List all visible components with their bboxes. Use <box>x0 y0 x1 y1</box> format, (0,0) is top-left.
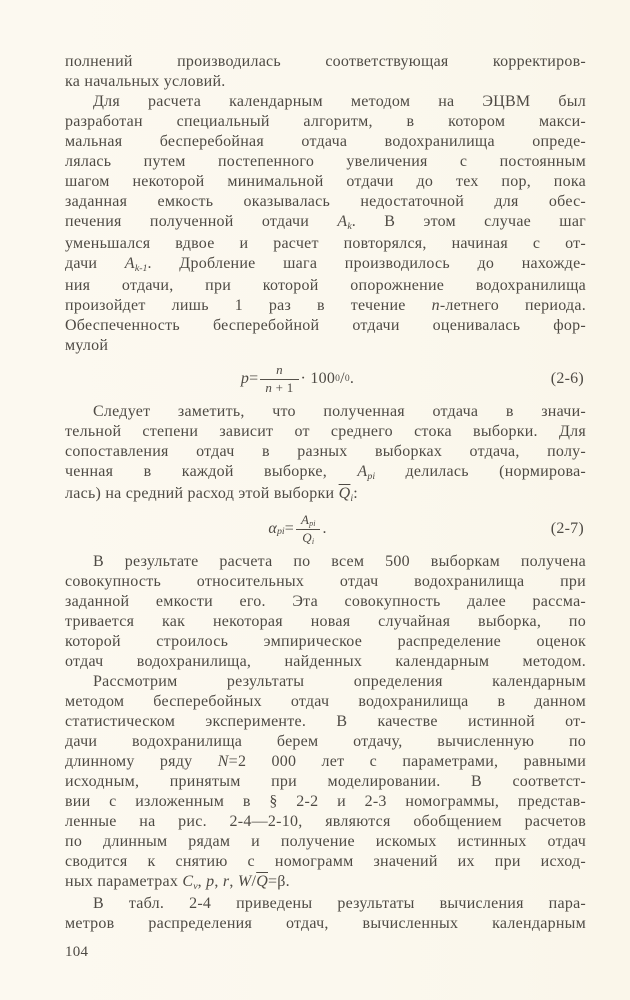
text-run: лась) на средний расход этой выборки <box>65 485 339 502</box>
text-run: отдач водохранилища, найденных календарным методом. <box>65 653 586 670</box>
formula <box>65 356 586 402</box>
text-line <box>65 422 586 442</box>
text-line <box>65 112 586 132</box>
text-run: разработан специальный алгоритм, в котором макси- <box>65 113 586 130</box>
text-line <box>65 402 586 422</box>
equation-number: (2-6) <box>550 370 584 387</box>
text-run: =2 000 лет с параметрами, равными <box>228 753 587 770</box>
text-run: шагом некоторой минимальной отдачи до тех пор, пока <box>65 173 586 190</box>
text-line <box>65 872 586 894</box>
text-run: мулой <box>65 337 109 354</box>
math-subscript: k <box>347 220 352 232</box>
text-run: : <box>353 485 358 502</box>
math-subscript: pi <box>276 525 285 537</box>
text-run: В табл. 2-4 приведены результаты вычисления пара- <box>93 895 586 912</box>
fraction <box>260 363 298 396</box>
text-line <box>65 792 586 812</box>
text-line <box>65 296 586 316</box>
math-subscript: pi <box>309 518 316 528</box>
paragraph <box>65 672 586 894</box>
text-run: . Дробление шага производилось до нахожде- <box>147 255 587 272</box>
text-line <box>65 852 586 872</box>
math-variable: p <box>240 370 250 387</box>
text-run: заданная емкость оказывалась недостаточной для обес- <box>65 193 586 210</box>
math-variable-overline: $\overline{Q}$ <box>302 529 312 545</box>
text-run: заданной емкости его. Эта совокупность далее рассма- <box>65 593 586 610</box>
text-run: длинному ряду <box>65 753 218 770</box>
text-run: метров распределения отдач, вычисленных календарным <box>65 915 586 932</box>
text-line <box>65 484 586 506</box>
equation-body <box>268 513 326 546</box>
math-variable: A <box>357 463 368 480</box>
math-variable: p <box>206 873 215 890</box>
paragraph <box>65 894 586 934</box>
text-line <box>65 812 586 832</box>
paragraph <box>65 52 586 92</box>
text-line <box>65 276 586 296</box>
text-run: сводится к снятию с номограмм значений их при исход- <box>65 853 586 870</box>
text-line <box>65 552 586 572</box>
text-run: ленные на рис. 2-4—2-10, являются обобщением расчетов <box>65 813 586 830</box>
text-run: сопоставления отдач в разных выборках отдача, полу- <box>65 443 586 460</box>
math-subscript: i <box>311 536 315 546</box>
text-run: . В этом случае шаг <box>351 213 586 230</box>
text-run: Обеспеченность бесперебойной отдачи оценивалась фор- <box>65 317 586 334</box>
paragraph <box>65 402 586 506</box>
text-run: ных параметрах <box>65 873 183 890</box>
math-variable: n <box>431 297 440 314</box>
fraction <box>296 513 320 546</box>
equation-body <box>241 363 354 396</box>
text-run: Следует заметить, что полученная отдача в значи- <box>93 403 586 420</box>
text-run: / <box>251 873 257 890</box>
math-subscript: pi <box>367 470 376 482</box>
text-run: статистическом эксперименте. В качестве истинной от- <box>65 713 586 730</box>
math-variable: A <box>124 255 135 272</box>
text-line <box>65 254 586 276</box>
fraction-denominator <box>260 380 298 396</box>
text-run: . <box>349 370 355 387</box>
text-run: , <box>229 873 238 890</box>
math-variable: A <box>300 511 310 527</box>
paragraph <box>65 92 586 356</box>
math-variable-overline: $\overline{Q}$ <box>256 873 268 890</box>
text-run: тельной степени зависит от среднего стока выборки. Для <box>65 423 586 440</box>
text-line <box>65 132 586 152</box>
text-run: . <box>322 520 327 537</box>
text-line <box>65 692 586 712</box>
text-line <box>65 732 586 752</box>
text-run: делилась (нормирова- <box>375 463 586 480</box>
text-run: по длинным рядам и получение искомых истинных отдач <box>65 833 586 850</box>
text-line <box>65 894 586 914</box>
text-run: методом бесперебойных отдач водохранилища в данном <box>65 693 586 710</box>
text-run: дачи <box>65 255 125 272</box>
text-run: · 100 <box>300 370 336 387</box>
text-run: ченная в каждой выборке, <box>65 463 358 480</box>
math-variable: W <box>237 873 252 890</box>
text-run: исходным, принятым при моделировании. В соответст- <box>65 773 586 790</box>
text-run: печения полученной отдачи <box>65 213 338 230</box>
text-run: Для расчета календарным методом на ЭЦВМ был <box>93 93 586 110</box>
equation-number: (2-7) <box>550 520 584 537</box>
text-run: совокупность относительных отдач водохранилища при <box>65 573 586 590</box>
math-subscript: i <box>350 492 354 504</box>
text-run: , <box>197 873 207 890</box>
text-line <box>65 234 586 254</box>
text-line <box>65 632 586 652</box>
text-run: мальная бесперебойная отдача водохранилища опреде- <box>65 133 586 150</box>
math-variable: n <box>265 379 273 395</box>
text-line <box>65 712 586 732</box>
text-run: произойдет лишь 1 раз в течение <box>65 297 432 314</box>
text-line <box>65 92 586 112</box>
text-line <box>65 914 586 934</box>
text-line <box>65 592 586 612</box>
text-run: =β. <box>268 873 290 890</box>
math-variable: n <box>276 361 283 377</box>
text-line <box>65 832 586 852</box>
fraction-denominator <box>296 530 320 546</box>
fraction-numerator <box>260 363 298 380</box>
formula <box>65 506 586 552</box>
math-variable-overline: $\overline{Q}$ <box>338 485 351 502</box>
text-line <box>65 612 586 632</box>
text-line <box>65 316 586 336</box>
text-line <box>65 212 586 234</box>
math-variable: N <box>217 753 229 770</box>
math-variable: C <box>182 873 194 890</box>
text-run: В результате расчета по всем 500 выборкам получена <box>93 553 586 570</box>
text-run: -летнего периода. <box>439 297 587 314</box>
text-line <box>65 672 586 692</box>
text-line <box>65 572 586 592</box>
math-superscript: 0 <box>335 373 341 384</box>
text-run: тривается как некоторая новая случайная выборка, по <box>65 613 586 630</box>
text-run: уменьшался вдвое и расчет повторялся, начиная с от- <box>65 235 586 252</box>
text-line <box>65 336 586 356</box>
math-subscript: k-1 <box>134 262 148 274</box>
text-run: , <box>214 873 223 890</box>
text-run: ния отдачи, при которой опорожнение водохранилища <box>65 277 586 294</box>
text-line <box>65 52 586 72</box>
page-number: 104 <box>65 944 89 960</box>
text-line <box>65 652 586 672</box>
text-run: Рассмотрим результаты определения календарным <box>93 673 586 690</box>
text-run: ка начальных условий. <box>65 73 226 90</box>
text-line <box>65 172 586 192</box>
text-line <box>65 752 586 772</box>
text-line <box>65 152 586 172</box>
text-run: дачи водохранилища берем отдачу, вычисленную по <box>65 733 586 750</box>
text-run: которой строилось эмпирическое распределение оценок <box>65 633 586 650</box>
math-subscript: v <box>193 880 198 892</box>
text-run: = <box>249 370 259 387</box>
text-line <box>65 192 586 212</box>
text-line <box>65 772 586 792</box>
math-subscript: 0 <box>344 373 350 384</box>
text-line <box>65 442 586 462</box>
text-line <box>65 72 586 92</box>
paragraph <box>65 552 586 672</box>
page-content <box>65 52 586 962</box>
text-run: / <box>340 370 345 387</box>
text-run: + 1 <box>272 379 294 395</box>
math-variable: A <box>337 213 348 230</box>
text-flow <box>65 52 586 934</box>
text-run: вии с изложенным в § 2-2 и 2-3 номограммы, представ- <box>65 793 586 810</box>
text-run: полнений производилась соответствующая корректиров- <box>65 53 586 70</box>
math-variable: r <box>222 873 230 890</box>
text-run: лялась путем постепенного увеличения с постоянным <box>65 153 586 170</box>
text-line <box>65 462 586 484</box>
text-run: = <box>284 520 294 537</box>
fraction-numerator <box>296 513 320 530</box>
math-variable: α <box>268 520 277 537</box>
